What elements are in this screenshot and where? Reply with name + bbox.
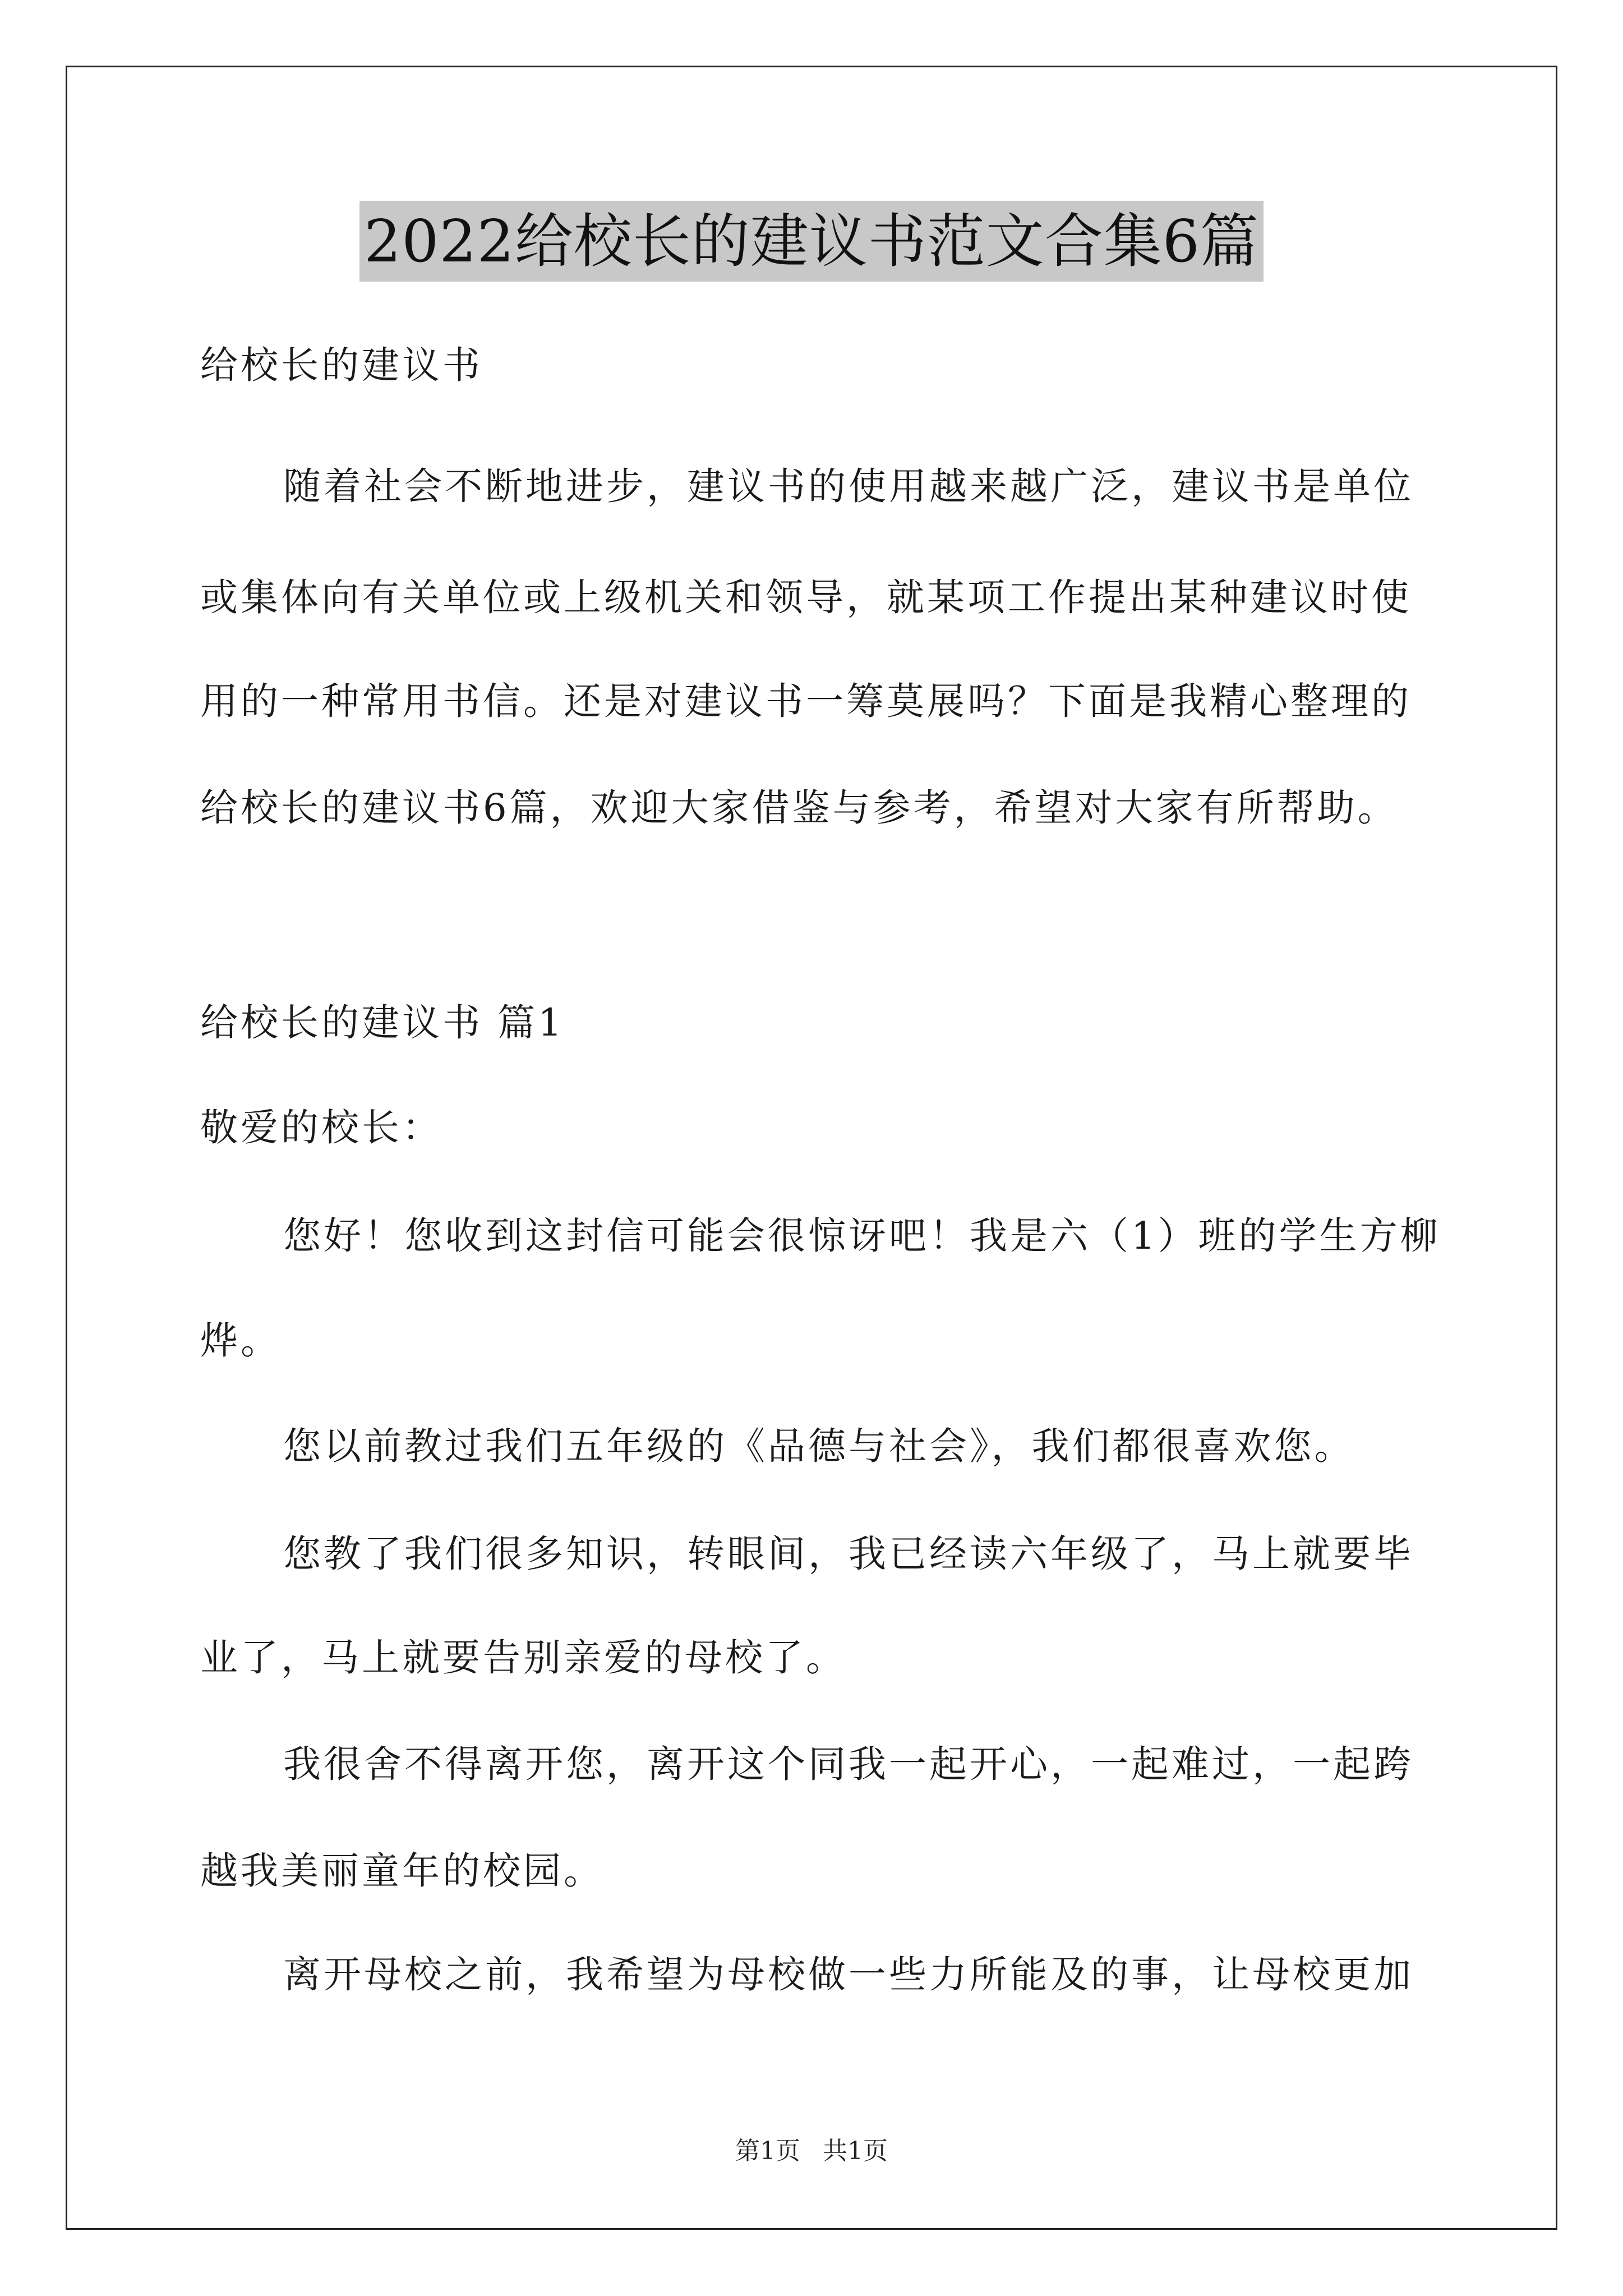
intro-line-4: 给校长的建议书6篇，欢迎大家借鉴与参考，希望对大家有所帮助。: [200, 786, 1398, 830]
intro-line-3: 用的一种常用书信。还是对建议书一筹莫展吗？下面是我精心整理的: [200, 679, 1412, 723]
page-footer: [0, 2134, 1623, 2168]
intro-line-1: 随着社会不断地进步，建议书的使用越来越广泛，建议书是单位: [283, 464, 1414, 508]
body-line-8: 离开母校之前，我希望为母校做一些力所能及的事，让母校更加: [283, 1953, 1414, 1996]
title-container: [0, 201, 1623, 282]
page-total: 共1页: [823, 2137, 888, 2165]
article-heading: 给校长的建议书 篇1: [200, 1001, 565, 1045]
body-line-6: 我很舍不得离开您，离开这个同我一起开心，一起难过，一起跨: [283, 1742, 1414, 1786]
salutation: 敬爱的校长：: [200, 1106, 442, 1149]
body-line-7: 越我美丽童年的校园。: [200, 1849, 604, 1893]
body-line-4: 您教了我们很多知识，转眼间，我已经读六年级了，马上就要毕: [283, 1532, 1414, 1576]
intro-line-2: 或集体向有关单位或上级机关和领导，就某项工作提出某种建议时使: [200, 576, 1412, 619]
section-heading: 给校长的建议书: [200, 343, 483, 387]
body-line-2: 烨。: [200, 1319, 281, 1363]
body-line-3: 您以前教过我们五年级的《品德与社会》，我们都很喜欢您。: [283, 1424, 1355, 1468]
document-title: 2022给校长的建议书范文合集6篇: [359, 201, 1264, 282]
page-number: 第1页: [735, 2137, 800, 2165]
body-line-1: 您好！您收到这封信可能会很惊讶吧！我是六（1）班的学生方柳: [283, 1214, 1441, 1258]
body-line-5: 业了，马上就要告别亲爱的母校了。: [200, 1636, 846, 1680]
